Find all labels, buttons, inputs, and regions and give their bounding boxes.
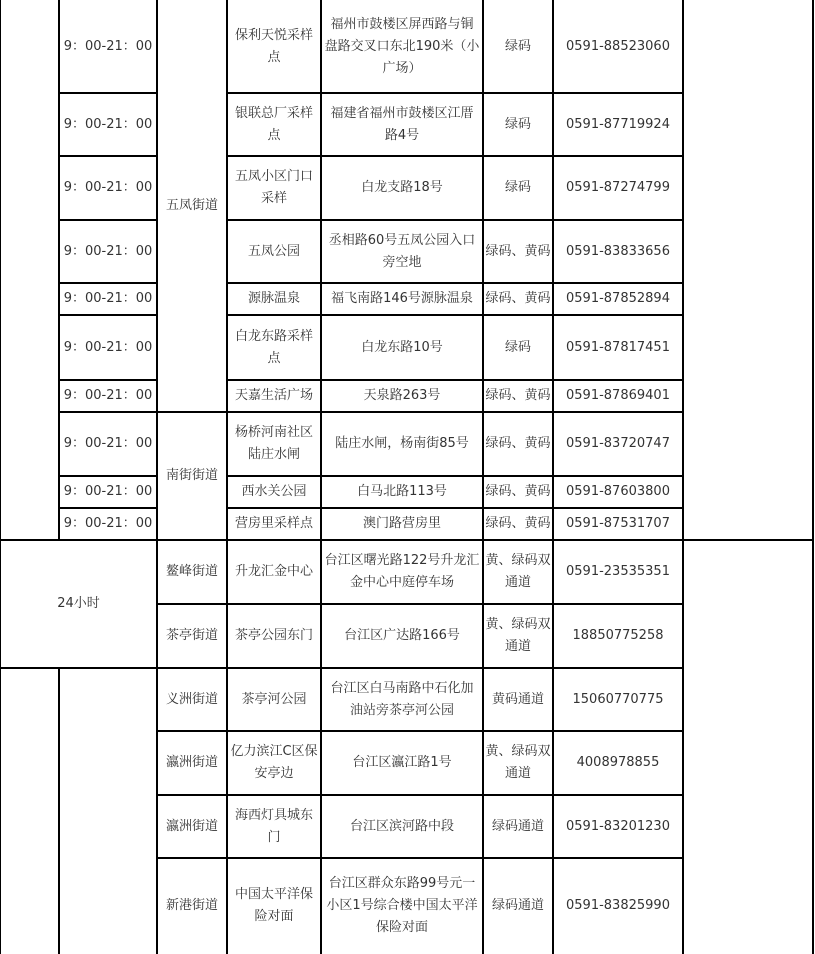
accepted-codes-cell: 绿码 [504,339,531,355]
phone-cell: 0591-83720747 [566,436,670,451]
phone-cell: 0591-88523060 [566,38,670,54]
street-name-cell: 鳌峰街道 [165,564,218,579]
opening-hours-cell: 9：00-21：00 [63,388,153,403]
row-divider [156,730,684,732]
column-divider [812,0,814,541]
accepted-codes-cell: 绿码、黄码 [485,388,551,403]
address-cell: 台江区白马南路中石化加 油站旁茶亭河公园 [330,680,474,718]
site-name-cell: 升龙汇金中心 [234,564,313,579]
address-cell: 福飞南路146号源脉温泉 [331,291,473,306]
street-name-cell: 瀛洲街道 [165,755,218,770]
street-name-cell: 瀛洲街道 [165,818,218,834]
site-name-cell: 海西灯具城东 门 [234,807,313,845]
site-name-cell: 天嘉生活广场 [234,388,313,403]
row-divider [226,507,684,509]
column-divider [482,539,484,954]
address-cell: 澳门路营房里 [362,516,441,531]
column-divider [552,0,554,541]
address-cell: 台江区群众东路99号元一 小区1号综合楼中国太平洋 保险对面 [326,875,478,935]
site-name-cell: 亿力滨江C区保 安亭边 [230,744,318,781]
column-divider [0,0,1,541]
column-divider [482,0,484,541]
site-name-cell: 银联总厂采样 点 [234,105,313,143]
column-divider [0,539,1,954]
row-divider [226,219,684,221]
site-name-cell: 西水关公园 [241,484,307,499]
phone-cell: 0591-87531707 [566,516,670,531]
phone-cell: 0591-23535351 [566,564,670,579]
column-divider [156,0,158,541]
address-cell: 台江区曙光路122号升龙汇 金中心中庭停车场 [324,553,480,590]
row-divider [58,282,158,284]
accepted-codes-cell: 绿码 [504,38,531,54]
accepted-codes-cell: 绿码、黄码 [485,291,551,306]
phone-cell: 0591-83201230 [566,818,670,834]
site-name-cell: 白龙东路采样 点 [234,328,313,366]
site-name-cell: 五凤小区门口 采样 [234,169,313,206]
opening-hours-cell: 9：00-21：00 [63,291,153,306]
address-cell: 台江区瀛江路1号 [352,755,452,770]
opening-hours-cell: 9：00-21：00 [63,116,153,132]
row-divider [226,92,684,94]
address-cell: 丞相路60号五凤公园入口 旁空地 [328,232,476,270]
column-divider [320,539,322,954]
row-divider [58,411,684,413]
phone-cell: 0591-87817451 [566,339,670,355]
phone-cell: 0591-83825990 [566,897,670,913]
street-name-cell: 南街街道 [165,468,218,483]
address-cell: 陆庄水闸，杨南街85号 [335,436,469,451]
site-name-cell: 保利天悦采样 点 [234,27,313,65]
phone-cell: 0591-87852894 [566,291,670,306]
site-name-cell: 茶亭公园东门 [234,628,313,643]
opening-hours-cell: 9：00-21：00 [63,516,153,531]
row-divider [58,92,158,94]
opening-hours-cell: 9：00-21：00 [63,436,153,451]
phone-cell: 0591-87719924 [566,116,670,132]
row-divider [0,667,684,669]
row-divider [58,475,158,477]
address-cell: 福建省福州市鼓楼区江厝 路4号 [330,105,474,143]
site-name-cell: 茶亭河公园 [241,691,307,707]
opening-hours-cell: 9：00-21：00 [63,243,153,259]
address-cell: 天泉路263号 [363,388,441,403]
accepted-codes-cell: 黄、绿码双 通道 [485,617,551,654]
phone-cell: 0591-87869401 [566,388,670,403]
opening-hours-cell: 9：00-21：00 [63,484,153,499]
accepted-codes-cell: 绿码通道 [491,897,544,913]
site-name-cell: 杨桥河南社区 陆庄水闸 [234,425,313,462]
accepted-codes-cell: 绿码 [504,180,531,195]
accepted-codes-cell: 绿码、黄码 [485,243,551,259]
phone-cell: 0591-87274799 [566,180,670,195]
address-cell: 福州市鼓楼区屏西路与铜 盘路交叉口东北190米（小 广场） [324,16,480,76]
row-divider [58,379,158,381]
row-divider [226,475,684,477]
row-divider [58,155,158,157]
street-name-cell: 义洲街道 [165,691,218,707]
accepted-codes-cell: 黄码通道 [491,691,544,707]
opening-hours-cell: 9：00-21：00 [63,38,153,54]
row-divider [58,507,158,509]
site-name-cell: 五凤公园 [247,243,300,259]
accepted-codes-cell: 绿码、黄码 [485,436,551,451]
street-name-cell: 茶亭街道 [165,628,218,643]
column-divider [320,0,322,541]
phone-cell: 0591-87603800 [566,484,670,499]
phone-cell: 15060770775 [572,691,664,707]
row-divider [58,219,158,221]
address-cell: 台江区滨河路中段 [349,818,454,834]
row-divider [156,603,684,605]
site-name-cell: 中国太平洋保 险对面 [234,886,313,924]
row-divider [58,314,158,316]
accepted-codes-cell: 绿码通道 [491,818,544,834]
accepted-codes-cell: 绿码、黄码 [485,484,551,499]
accepted-codes-cell: 绿码、黄码 [485,516,551,531]
address-cell: 白龙东路10号 [361,339,443,355]
column-divider [58,0,60,541]
site-name-cell: 源脉温泉 [247,291,300,306]
accepted-codes-cell: 黄、绿码双 通道 [485,744,551,781]
column-divider [812,539,814,954]
opening-hours-cell: 9：00-21：00 [63,339,153,355]
accepted-codes-cell: 黄、绿码双 通道 [485,553,551,590]
column-divider [682,539,684,954]
site-name-cell: 营房里采样点 [234,516,313,531]
column-divider [156,539,158,954]
column-divider [682,0,684,541]
address-cell: 白龙支路18号 [361,180,443,195]
row-divider [156,857,684,859]
address-cell: 白马北路113号 [357,484,447,499]
row-divider [226,379,684,381]
row-divider [226,314,684,316]
row-divider [156,794,684,796]
column-divider [226,539,228,954]
street-name-cell: 五凤街道 [165,198,218,213]
row-divider [0,539,814,541]
phone-cell: 0591-83833656 [566,243,670,259]
phone-cell: 4008978855 [576,755,660,770]
column-divider [552,539,554,954]
column-divider [226,0,228,541]
street-name-cell: 新港街道 [165,897,218,913]
opening-hours-cell: 9：00-21：00 [63,180,153,195]
row-divider [226,282,684,284]
address-cell: 台江区广达路166号 [344,628,460,643]
column-divider [58,667,60,954]
row-divider [226,155,684,157]
opening-hours-group-cell: 24小时 [57,596,100,611]
accepted-codes-cell: 绿码 [504,116,531,132]
phone-cell: 18850775258 [572,628,664,643]
